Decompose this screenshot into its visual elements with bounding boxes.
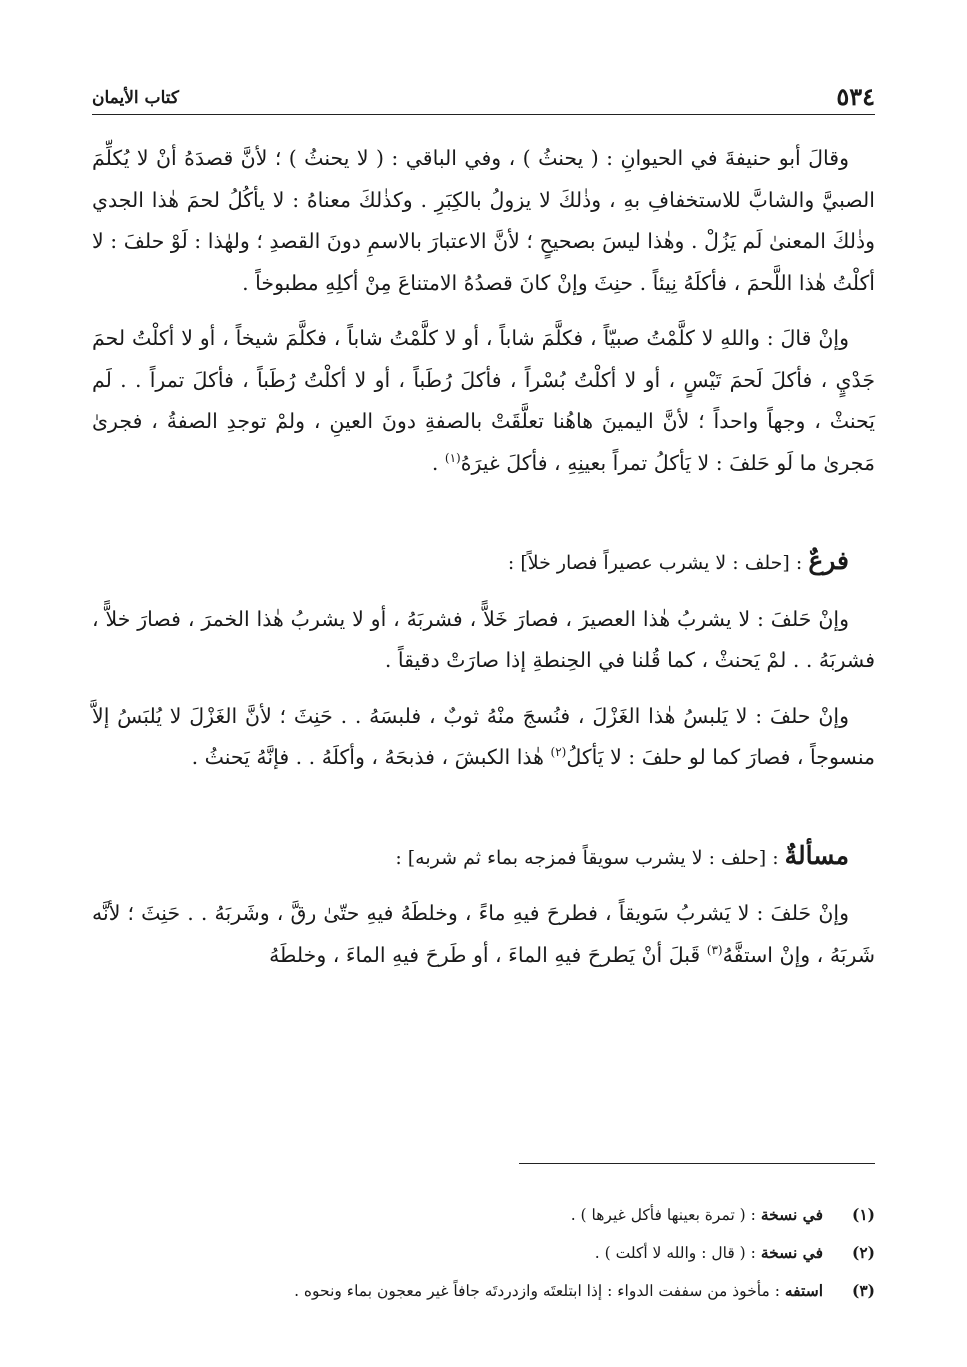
paragraph-4 [92,696,875,779]
paragraph-1: وقالَ أبو حنيفةَ في الحيوانِ : ( يحنثُ ) ، وفي الباقي : ( لا يحنثُ ) ؛ لأنَّ قصدَهُ أنْ لا يُكلِّمَ الصبيَّ والشابَّ للاستخفافِ بهِ ، وذٰلكَ لا يزولُ بالكِبَرِ . وكذٰلكَ معناهُ : لا يأكُلُ لحمَ هٰذا الجدي وذٰلكَ المعنىٰ لَم يَزُلْ . وهٰذا ليسَ بصحيحٍ ؛ لأنَّ الاعتبارَ بالاسمِ دونَ القصدِ ؛ ولهٰذا : لَوْ حلفَ : لا أكلْتُ هٰذا اللَّحمَ ، فأكلَهُ نِيئاً . حنِثَ وإنْ كانَ قصدُهُ الامتناعَ مِنْ أكلِهِ مطبوخاً . [92,146,875,295]
footnotes [92,1196,875,1310]
paragraph-5-end: قَبلَ أنْ يَطرحَ فيهِ الماءَ ، أو طَرحَ فيهِ الماءَ ، وخلطَهُ [269,942,707,967]
footnote-3 [92,1272,875,1310]
heading-term-far: فرعٌ [808,546,849,575]
heading-title-masala: : [حلف : لا يشرب سويقاً فمزجه بماء ثم شربه] : [395,846,785,869]
paragraph-4-text: وإنْ حلفَ : لا يَلبسُ هٰذا الغَزْلَ ، فنُسجَ منْهُ ثوبٌ ، فلبسَهُ . . حَنِثَ ؛ لأنَّ الغَزْلَ لا يُلبَسُ إلاَّ منسوجاً ، فصارَ كما لو حلفَ : لا يَأكلُ [92,703,875,769]
footnote-body [294,1272,823,1310]
paragraph-4-end: هٰذا الكبشَ ، فذبحَهُ ، وأكلَهُ . . فإنَّهُ يَحنثُ . [191,745,551,769]
footnote-number: (١) [851,1205,875,1224]
section-heading-far [92,540,875,585]
footnote-text: : ( قال : والله لا أكلت ) . [594,1244,761,1262]
footnote-text: : مأخوذ من سففت الدواء : إذا ابتلعتَه وازدردتَه جافاً غير معجون بماء ونحوه . [294,1282,785,1300]
footnote-number: (٢) [851,1243,875,1262]
heading-term-masala: مسألةٌ [784,840,849,870]
footnote-separator [519,1163,875,1164]
section-heading-masala [92,835,875,880]
paragraph-2 [92,318,875,484]
page-header [92,74,875,115]
footnote-ref-1: (١) [444,450,461,465]
footnote-1 [92,1196,875,1234]
footnote-label: استفه [784,1281,823,1300]
footnote-2 [92,1234,875,1272]
footnote-number: (٣) [851,1281,875,1300]
footnote-ref-2: (٢) [550,745,567,760]
paragraph-5-text: وإنْ حَلفَ : لا يَشربُ سَويقاً ، فطرحَ فيهِ ماءً ، وخلطَهُ فيهِ حتّىٰ رقَّ ، وشَربَهُ . . حَنِثَ ؛ لأنَّه شَربَهُ ، وإنْ استفَّهُ [92,901,875,967]
footnote-body [595,1234,823,1272]
page-number: ٥٣٤ [836,82,875,111]
footnote-label: في نسخة [760,1205,823,1224]
paragraph-3: وإنْ حَلفَ : لا يشربُ هٰذا العصيرَ ، فصارَ خَلاًّ ، فشربَهُ ، أو لا يشربُ هٰذا الخمرَ ، فصارَ خلاًّ ، فشربَهُ . . لمْ يَحنثْ ، كما قُلنا في الحِنطةِ إذا صارَتْ دقيقاً . [92,606,875,672]
paragraph-2-end: . [431,450,445,475]
footnote-text: : ( تمرة بعينها فأكل غيرها ) . [570,1206,761,1224]
footnote-label: في نسخة [760,1243,823,1262]
running-title: كتاب الأيمان [92,88,179,108]
main-text [92,138,875,990]
heading-title-far: : [حلف : لا يشرب عصيراً فصار خلاً] : [507,552,809,574]
footnote-ref-3: (٣) [706,942,723,957]
paragraph-5 [92,893,875,976]
footnote-body [571,1196,823,1234]
paragraph-2-text: وإنْ قالَ : واللهِ لا كلَّمْتُ صبيّاً ، فكلَّمَ شاباً ، أو لا كلَّمْتُ شاباً ، فكلَّمَ شيخاً ، أو لا أكلْتُ لحمَ جَدْيٍ ، فأكلَ لَحمَ تَيْسٍ ، أو لا أكلْتُ بُسْراً ، فأكلَ رُطَباً ، أو لا أكلْتُ رُطَباً ، فأكلَ تمراً . . لَم يَحنثْ ، وجهاً واحداً ؛ لأنَّ اليمينَ هاهُنا تعلَّقَتْ بالصفةِ دونَ العينِ ، ولمْ توجدِ الصفةُ ، فجرىٰ مَجرىٰ ما لَو حَلفَ : لا يَأكلُ تمراً بعينِهِ ، فأكلَ غيرَهُ [92,326,875,475]
